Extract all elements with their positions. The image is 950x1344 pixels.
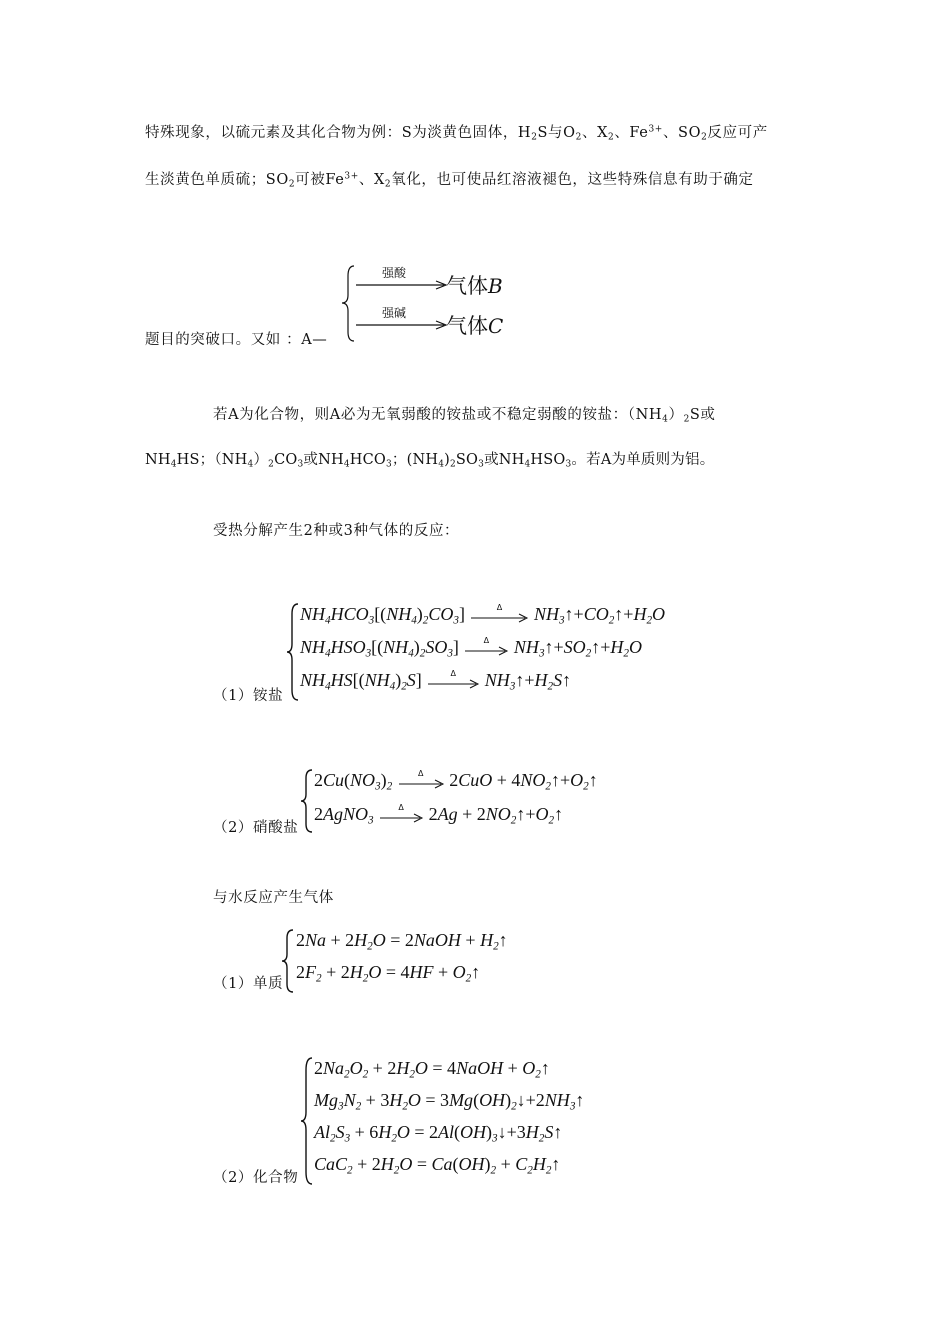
brace	[338, 262, 358, 344]
para2-intro: 题目的突破口。又如 ：A—	[145, 332, 328, 348]
eq-mg3n2: $Mg_3N_2 + 3H_2O$ = $3Mg(OH)_2↓+2NH_3↑$	[314, 1090, 585, 1113]
brace-ammonium	[286, 602, 300, 702]
arrow1	[356, 280, 448, 290]
item-element: （1）单质	[213, 976, 284, 992]
gas-b: 气体B	[446, 274, 503, 298]
para1-line1: 特殊现象，以硫元素及其化合物为例：S为淡黄色固体，$H_2S$与$O_2$、$X_2$、$Fe^{3+}$、$SO_2$反应可产	[145, 124, 768, 143]
heat-arrow: Δ	[469, 607, 529, 625]
acid-base-diagram	[338, 262, 518, 344]
eq-nh4hso3: $NH_4HSO_3[(NH_4)_2SO_3]$ Δ $NH_3↑+SO_2↑+H_2O$	[300, 635, 642, 660]
eq-al2s3: $Al_2S_3 + 6H_2O$ = $2Al(OH)_3↓+3H_2S↑$	[314, 1122, 563, 1145]
para3-line1: 若A为化合物，则A必为无氧弱酸的铵盐或不稳定弱酸的铵盐：$(NH_4)_2S$或	[213, 407, 716, 425]
eq-na: $2Na + 2H_2O$ = 2NaOH + $H_2↑$	[296, 930, 508, 953]
item-compound: （2）化合物	[213, 1170, 299, 1186]
gas-c: 气体C	[446, 314, 504, 338]
arrow2-label: 强碱	[382, 306, 407, 320]
arrow2	[356, 320, 448, 330]
eq-nh4hco3: $NH_4HCO_3[(NH_4)_2CO_3]$ Δ $NH_3↑+CO_2↑+H_2O$	[300, 602, 666, 627]
eq-f2: $2F_2 + 2H_2O = 4HF$ + $O_2↑$	[296, 962, 481, 985]
item-ammonium: （1）铵盐	[213, 688, 284, 704]
heat-arrow: Δ	[378, 807, 424, 825]
heat-arrow: Δ	[426, 673, 480, 691]
heat-arrow: Δ	[397, 773, 445, 791]
eq-cuno3: $2Cu(NO_3)_2$ Δ $2CuO + 4NO_2↑+O_2↑$	[314, 768, 598, 793]
eq-nh4hs: $NH_4HS[(NH_4)_2S]$ Δ $NH_3↑+H_2S↑$	[300, 668, 572, 693]
brace-nitrate	[300, 768, 314, 834]
eq-agno3: 2AgNO$_3$ Δ $2Ag + 2NO_2↑+O_2↑$	[314, 802, 564, 827]
eq-cac2: $CaC_2 + 2H_2O = Ca(OH)_2$ + $C_2H_2↑$	[314, 1154, 561, 1177]
item-nitrate: （2）硝酸盐	[213, 820, 299, 836]
brace-element	[281, 928, 295, 994]
para3-line2: $NH_4HS$；$(NH_4)_2CO_3$或$NH_4HCO_3$；$(NH_4)_2SO_3$或$NH_4HSO_3$。若A为单质则为铝。	[145, 452, 715, 470]
heat-arrow: Δ	[463, 640, 509, 658]
para1-line2: 生淡黄色单质硫；$SO_2$可被$Fe^{3+}$、$X_2$氧化，也可使品红溶液褪色，这些特殊信息有助于确定	[145, 171, 754, 190]
heading-water: 与水反应产生气体	[213, 890, 334, 906]
brace-compound	[300, 1056, 314, 1186]
heading-heat: 受热分解产生2种或3种气体的反应：	[213, 523, 460, 539]
eq-na2o2: $2Na_2O_2 + 2H_2O$ = 4NaOH + $O_2↑$	[314, 1058, 550, 1081]
arrow1-label: 强酸	[382, 266, 407, 280]
